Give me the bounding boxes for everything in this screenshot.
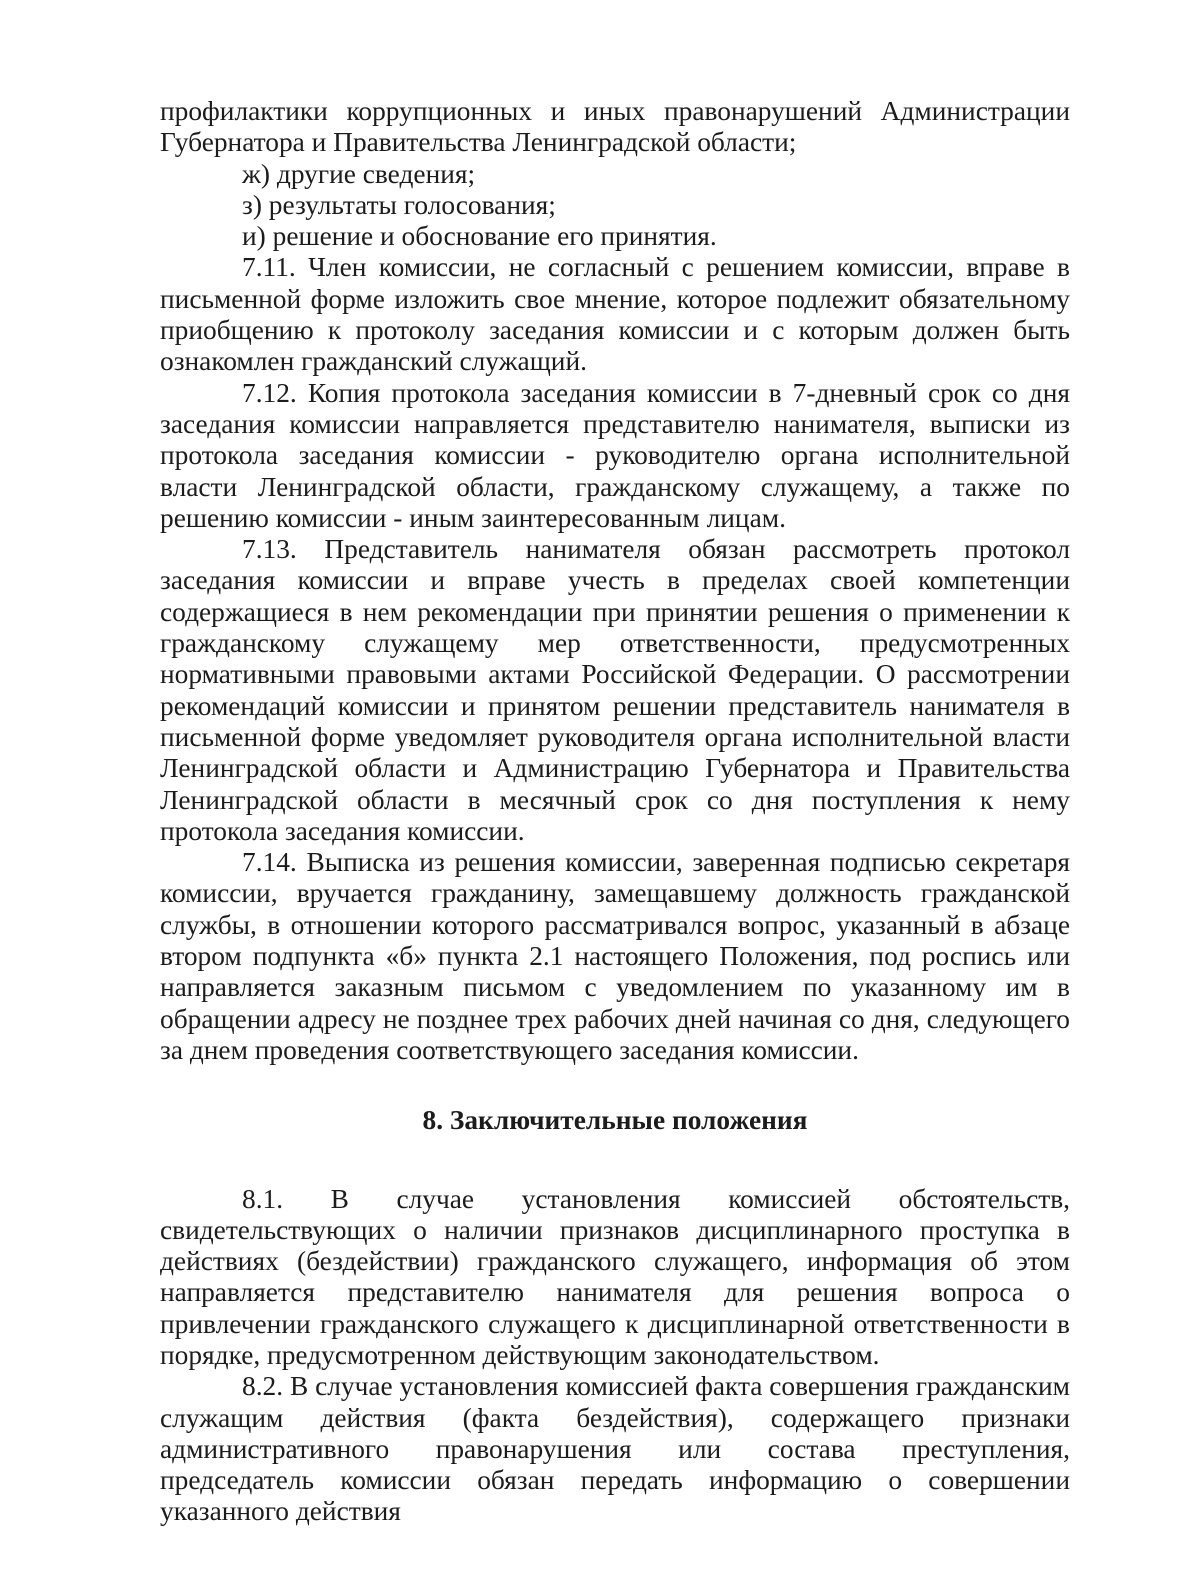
paragraph: профилактики коррупционных и иных правонарушений Администрации Губернатора и Правительства Ленинградской области;	[160, 96, 1070, 158]
paragraph: 8.2. В случае установления комиссией факта совершения гражданским служащим действия (факта бездействия), содержащего признаки административного правонарушения или состава преступления, председатель комиссии обязан передать информацию о совершении указанного действия	[160, 1371, 1070, 1527]
paragraphs-before-heading	[160, 96, 1070, 1066]
paragraph: 7.14. Выписка из решения комиссии, заверенная подписью секретаря комиссии, вручается гражданину, замещавшему должность гражданской службы, в отношении которого рассматривался вопрос, указанный в абзаце втором подпункта «б» пункта 2.1 настоящего Положения, под роспись или направляется заказным письмом с уведомлением по указанному им в обращении адресу не позднее трех рабочих дней начиная со дня, следующего за днем проведения соответствующего заседания комиссии.	[160, 847, 1070, 1065]
paragraph: 7.11. Член комиссии, не согласный с решением комиссии, вправе в письменной форме изложить свое мнение, которое подлежит обязательному приобщению к протоколу заседания комиссии и с которым должен быть ознакомлен гражданский служащий.	[160, 252, 1070, 377]
paragraph: и) решение и обоснование его принятия.	[242, 221, 717, 252]
document-page	[160, 96, 1070, 1528]
section-heading: 8. Заключительные положения	[422, 1105, 808, 1136]
paragraph: 8.1. В случае установления комиссией обстоятельств, свидетельствующих о наличии признаков дисциплинарного проступка в действиях (бездействии) гражданского служащего, информация об этом направляется представителю нанимателя для решения вопроса о привлечении гражданского служащего к дисциплинарной ответственности в порядке, предусмотренном действующим законодательством.	[160, 1183, 1070, 1370]
paragraph: ж) другие сведения;	[242, 158, 476, 189]
paragraph: 7.12. Копия протокола заседания комиссии в 7-дневный срок со дня заседания комиссии направляется представителю нанимателя, выписки из протокола заседания комиссии - руководителю органа исполнительной власти Ленинградской области, гражданскому служащему, а также по решению комиссии - иным заинтересованным лицам.	[160, 377, 1070, 533]
paragraph: з) результаты голосования;	[242, 189, 556, 220]
paragraphs-after-heading	[160, 1184, 1070, 1528]
paragraph: 7.13. Представитель нанимателя обязан рассмотреть протокол заседания комиссии и вправе учесть в пределах своей компетенции содержащиеся в нем рекомендации при принятии решения о применении к гражданскому служащему мер ответственности, предусмотренных нормативными правовыми актами Российской Федерации. О рассмотрении рекомендаций комиссии и принятом решении представитель нанимателя в письменной форме уведомляет руководителя органа исполнительной власти Ленинградской области и Администрацию Губернатора и Правительства Ленинградской области в месячный срок со дня поступления к нему протокола заседания комиссии.	[160, 534, 1070, 846]
